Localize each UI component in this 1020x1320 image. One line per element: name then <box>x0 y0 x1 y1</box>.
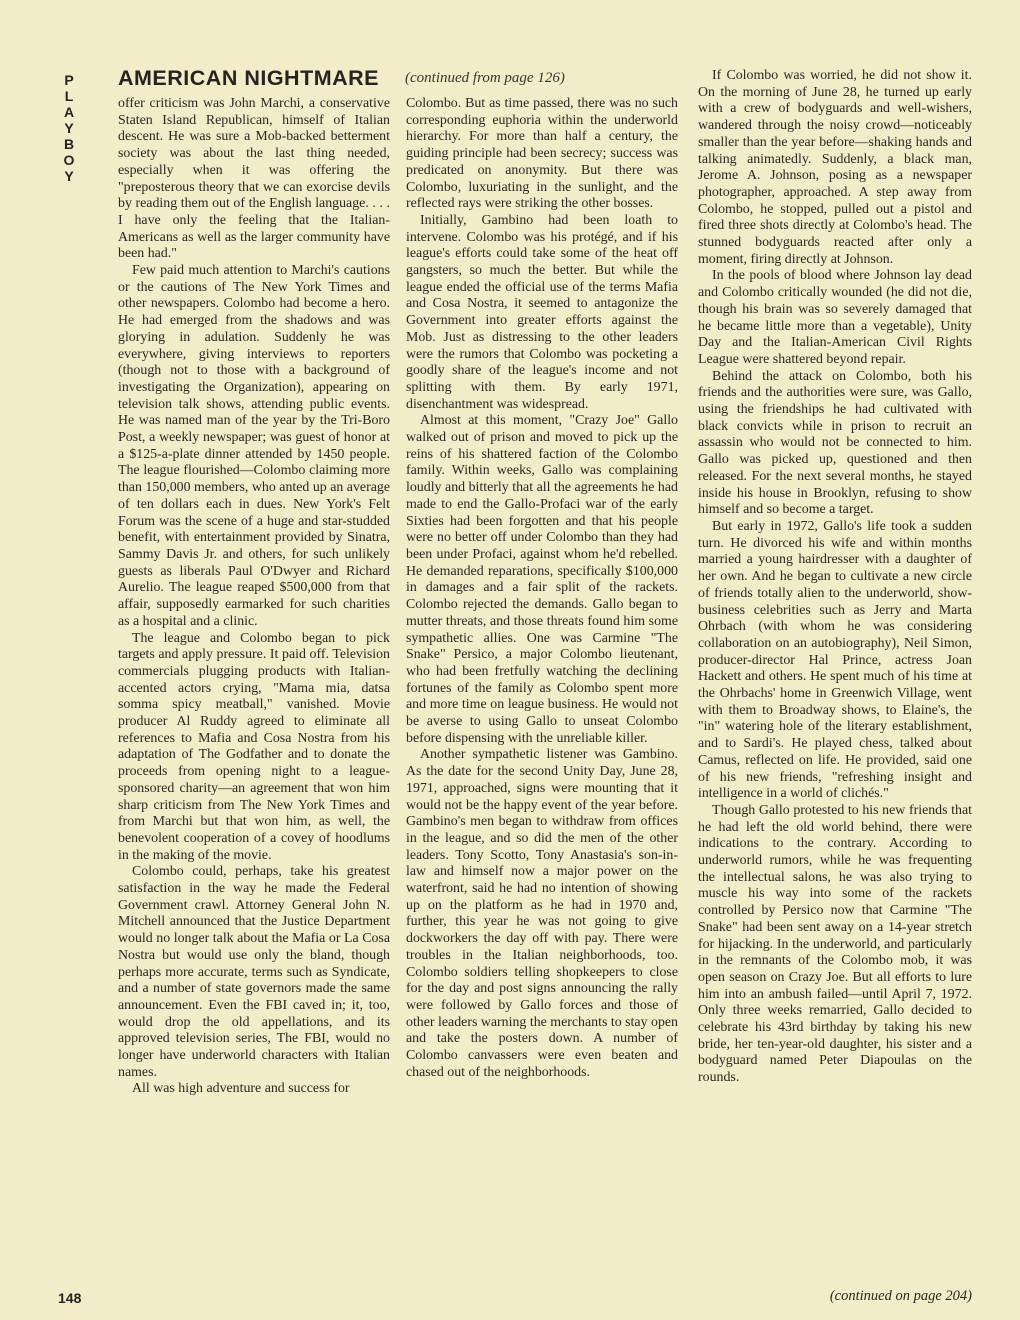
brand-letter: O <box>63 152 75 168</box>
brand-letter: Y <box>64 120 74 136</box>
continued-from-note: (continued from page 126) <box>405 70 565 86</box>
brand-letter: Y <box>64 168 74 184</box>
paragraph: Though Gallo protested to his new friends that he had left the old world behind, there were indications to the contrary. According to underworld rumors, while he was frequenting the intellectual salons, he was also trying to muscle his way into some of the rackets controlled by Persico now that Carmine "The Snake" had been sent away on a 14-year stretch for hijacking. In the underworld, and particularly in the remnants of the Colombo mob, it was open season on Crazy Joe. But all efforts to lure him into an ambush failed—until April 7, 1972. Only three weeks remarried, Gallo decided to celebrate his 43rd birthday by taking his new bride, her ten-year-old daughter, his sister and a bodyguard named Peter Diapoulas on the rounds. <box>698 802 972 1086</box>
paragraph: Colombo. But as time passed, there was no such corresponding euphoria within the underworld hierarchy. For more than half a century, the guiding principle had been secrecy; success was predicated on anonymity. But there was Colombo, luxuriating in the sunlight, and the reflected rays were striking the other bosses. <box>406 96 678 212</box>
paragraph: But early in 1972, Gallo's life took a sudden turn. He divorced his wife and within months married a young hairdresser with a daughter of her own. And he began to cultivate a new circle of friends totally alien to the underworld, show-business celebrities such as Jerry and Marta Ohrbach (with whom he was considering collaboration on an autobiography), Neil Simon, producer-director Hal Prince, actress Joan Hackett and others. He spent much of his time at the Ohrbachs' home in Greenwich Village, went with them to Broadway shows, to Elaine's, the "in" watering hole of the literary establishment, and to Sardi's. He played chess, talked about Camus, reflected on life. He provided, said one of his new friends, "refreshing insight and intelligence in a world of clichés." <box>698 518 972 802</box>
text-column-3 <box>698 68 972 1308</box>
paragraph: All was high adventure and success for <box>132 1081 350 1097</box>
paragraph: Colombo could, perhaps, take his greatest satisfaction in the way he made the Federal Government crawl. Attorney General John N. Mitchell announced that the Justice Department would no longer talk about the Mafia or La Cosa Nostra but would use only the bland, though perhaps more accurate, terms such as Syndicate, and a number of state governors made the same announcement. Even the FBI caved in; it, too, would drop the old appellations, and its approved television series, The FBI, would no longer have underworld characters with Italian names. <box>118 864 390 1080</box>
paragraph: If Colombo was worried, he did not show it. On the morning of June 28, he turned up early with a crew of bodyguards and well-wishers, wandered through the noisy crowd—noticeably smaller than the year before—shaking hands and talking animatedly. Suddenly, a black man, Jerome A. Johnson, posing as a newspaper photographer, approached. A step away from Colombo, he stopped, pulled out a pistol and fired three shots directly at Colombo's head. The stunned bodyguards reacted after only a moment, firing directly at Johnson. <box>698 68 972 267</box>
text-column-2 <box>406 96 678 1306</box>
paragraph: Initially, Gambino had been loath to intervene. Colombo was his protégé, and if his league's efforts could take some of the heat off gangsters, so much the better. But while the league ended the official use of the terms Mafia and Cosa Nostra, it seemed to antagonize the Government into greater efforts against the Mob. Just as distressing to the other leaders were the rumors that Colombo was pocketing a goodly share of the league's income and not splitting with them. By early 1971, disenchantment was widespread. <box>406 212 678 412</box>
article-title: AMERICAN NIGHTMARE <box>118 66 380 90</box>
paragraph: offer criticism was John Marchi, a conservative Staten Island Republican, himself of Italian descent. He was sure a Mob-backed betterment society was about the last thing needed, especially when it was offering the "preposterous theory that we can exorcise devils by reading them out of the English language. . . . I have only the feeling that the Italian-Americans as well as the larger community have been had." <box>118 96 390 262</box>
brand-letter: B <box>63 136 75 152</box>
continued-on-note: (continued on page 204) <box>829 1288 972 1304</box>
page-number: 148 <box>58 1290 82 1306</box>
paragraph: Another sympathetic listener was Gambino. As the date for the second Unity Day, June 28, 1971, approached, signs were mounting that it would not be the happy event of the year before. Gambino's men began to withdraw from offices in the league, and so did the men of the other leaders. Tony Scotto, Tony Anastasia's son-in-law and himself now a major power on the waterfront, said he had no intention of showing up on the platform as he had in 1970 and, further, this year he was not going to give dockworkers the day off with pay. There were troubles in the Italian neighborhoods, too. Colombo soldiers telling shopkeepers to close for the day and post signs announcing the rally were followed by Gallo forces and those of other leaders warning the merchants to stay open and take the posters down. A number of Colombo canvassers were even beaten and chased out of the neighborhoods. <box>406 747 678 1080</box>
paragraph: In the pools of blood where Johnson lay dead and Colombo critically wounded (he did not die, though his brain was so severely damaged that he became little more than a vegetable), Unity Day and the Italian-American Civil Rights League were shattered beyond repair. <box>698 268 972 367</box>
paragraph: Almost at this moment, "Crazy Joe" Gallo walked out of prison and moved to pick up the reins of his shattered faction of the Colombo family. Within weeks, Gallo was complaining loudly and bitterly that all the agreements he had made to end the Gallo-Profaci war of the early Sixties had been forgotten and that his people were no better off under Colombo than they had been under Profaci, against whom he'd rebelled. He demanded reparations, specifically $100,000 in damages and a fair split of the rackets. Colombo rejected the demands. Gallo began to mutter threats, and those threats found him some sympathetic allies. One was Carmine "The Snake" Persico, a major Colombo lieutenant, who had been fretfully watching the declining fortunes of the family as Colombo spent more and more time on league business. He would not be averse to using Gallo to unseat Colombo before dispensing with the unreliable killer. <box>406 413 678 746</box>
paragraph: Few paid much attention to Marchi's cautions or the cautions of The New York Times and other newspapers. Colombo had become a hero. He had emerged from the shadows and was glorying in adulation. Suddenly he was everywhere, giving interviews to reporters (though not to those with a background of investigating the Organization), appearing on television talk shows, attending public events. He was named man of the year by the Tri-Boro Post, a weekly newspaper; was guest of honor at a $125-a-plate dinner attended by 1450 people. The league flourished—Colombo claiming more than 150,000 members, who anted up an average of ten dollars each in dues. New York's Felt Forum was the scene of a huge and star-studded benefit, with entertainment provided by Sinatra, Sammy Davis Jr. and others, for such unlikely guests as liberals Paul O'Dwyer and Richard Aurelio. The league reaped $500,000 from that affair, supposedly earmarked for such charities as a hospital and a clinic. <box>118 263 390 629</box>
text-column-1 <box>118 96 390 1306</box>
brand-letter: L <box>64 88 74 104</box>
brand-letter: A <box>63 104 75 120</box>
magazine-brand-vertical <box>58 72 80 184</box>
paragraph: Behind the attack on Colombo, both his friends and the authorities were sure, was Gallo, using the friendships he had cultivated with black convicts while in prison to recruit an assassin who would not be connected to him. Gallo was picked up, questioned and then released. For the next several months, he stayed inside his house in Brooklyn, refusing to show himself and so become a target. <box>698 368 972 518</box>
brand-letter: P <box>64 72 74 88</box>
paragraph: The league and Colombo began to pick targets and apply pressure. It paid off. Television commercials plugging products with Italian-accented actors crying, "Mama mia, datsa somma spicy meatball," vanished. Movie producer Al Ruddy agreed to eliminate all references to Mafia and Cosa Nostra from his adaptation of The Godfather and to donate the proceeds from opening night to a league-sponsored charity—an agreement that won him sharp criticism from The New York Times and from Marchi but that won him, as well, the benevolent cooperation of a covey of hoodlums in the making of the movie. <box>118 630 390 863</box>
